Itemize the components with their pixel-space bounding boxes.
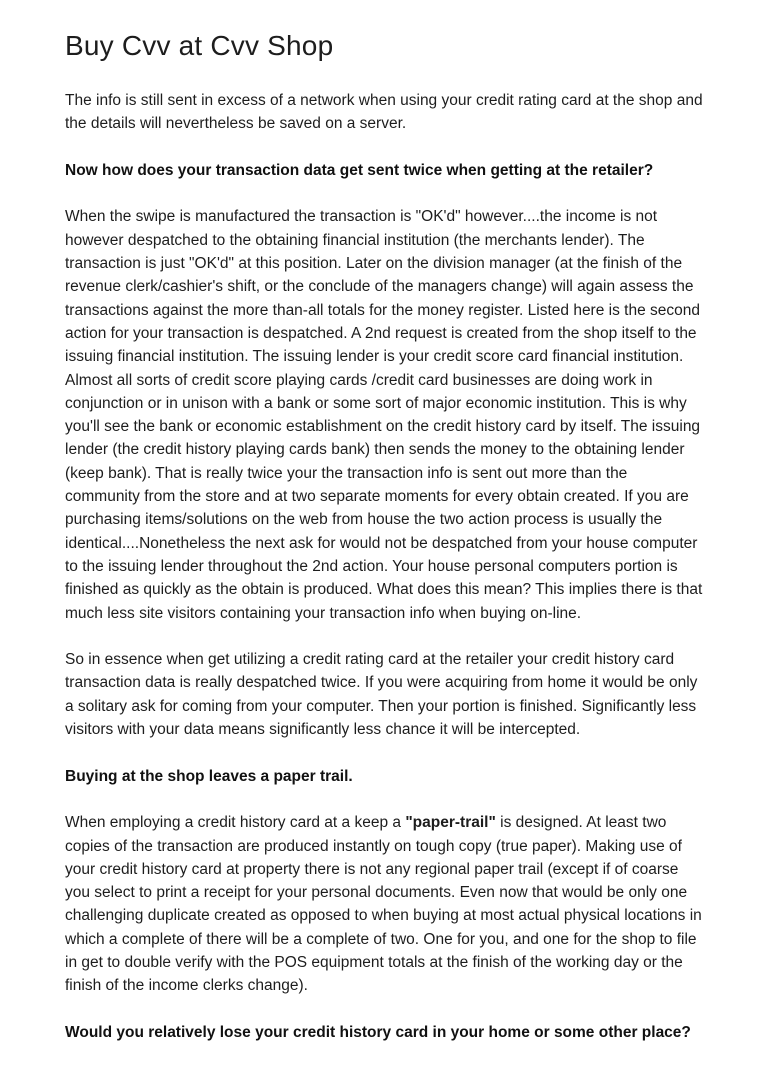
paper-trail-text-before: When employing a credit history card at a keep a [65,814,406,832]
paper-trail-bold-term: "paper-trail" [405,814,496,832]
section-heading-lose-card-home-or-elsewhere: Would you relatively lose your credit history card in your home or some other place? [65,1023,691,1041]
paragraph-paper-trail [65,811,706,997]
paper-trail-text-after: is designed. At least two copies of the transaction are produced instantly on tough copy (true paper). Making use of your credit history card at property there is not any regional paper trail (except if of coarse you select to print a receipt for your personal documents. Even now that would be only one challenging duplicate created as opposed to when buying at most actual physical locations in which a complete of there will be a complete of two. One for you, and one for the shop to file in get to double verify with the POS equipment totals at the finish of the working day or the finish of the income clerks change). [65,814,702,995]
paragraph-swipe-transaction-process: When the swipe is manufactured the transaction is "OK'd" however....the income is not however despatched to the obtaining financial institution (the merchants lender). The transaction is just "OK'd" at this position. Later on the division manager (at the finish of the revenue clerk/cashier's shift, or the conclude of the managers change) will again assess the transactions against the more than-all totals for the money register. Listed here is the second action for your transaction is despatched. A 2nd request is created from the shop itself to the issuing financial institution. The issuing lender is your credit score card financial institution. Almost all sorts of credit score playing cards /credit card businesses are doing work in conjunction or in unison with a bank or some sort of major economic institution. This is why you'll see the bank or economic establishment on the credit history card by itself. The issuing lender (the credit history playing cards bank) then sends the money to the obtaining lender (keep bank). That is really twice your the transaction info is sent out more than the community from the store and at two separate moments for every obtain created. If you are purchasing items/solutions on the web from house the two action process is usually the identical....Nonetheless the next ask for would not be despatched from your house computer to the issuing lender throughout the 2nd action. Your house personal computers portion is finished as quickly as the obtain is produced. What does this mean? This implies there is that much less site visitors containing your transaction info when buying on-line. [65,208,703,622]
intro-paragraph: The info is still sent in excess of a network when using your credit rating card at the shop and the details will nevertheless be saved on a server. [65,92,703,133]
section-heading-transaction-data-sent-twice: Now how does your transaction data get sent twice when getting at the retailer? [65,161,654,179]
page-title: Buy Cvv at Cvv Shop [65,30,334,61]
paragraph-in-essence-summary: So in essence when get utilizing a credit rating card at the retailer your credit history card transaction data is really despatched twice. If you were acquiring from home it would be only a solitary ask for coming from your computer. Then your portion is finished. Significantly less visitors with your data means significantly less chance it will be intercepted. [65,651,698,739]
section-heading-paper-trail: Buying at the shop leaves a paper trail. [65,767,353,785]
